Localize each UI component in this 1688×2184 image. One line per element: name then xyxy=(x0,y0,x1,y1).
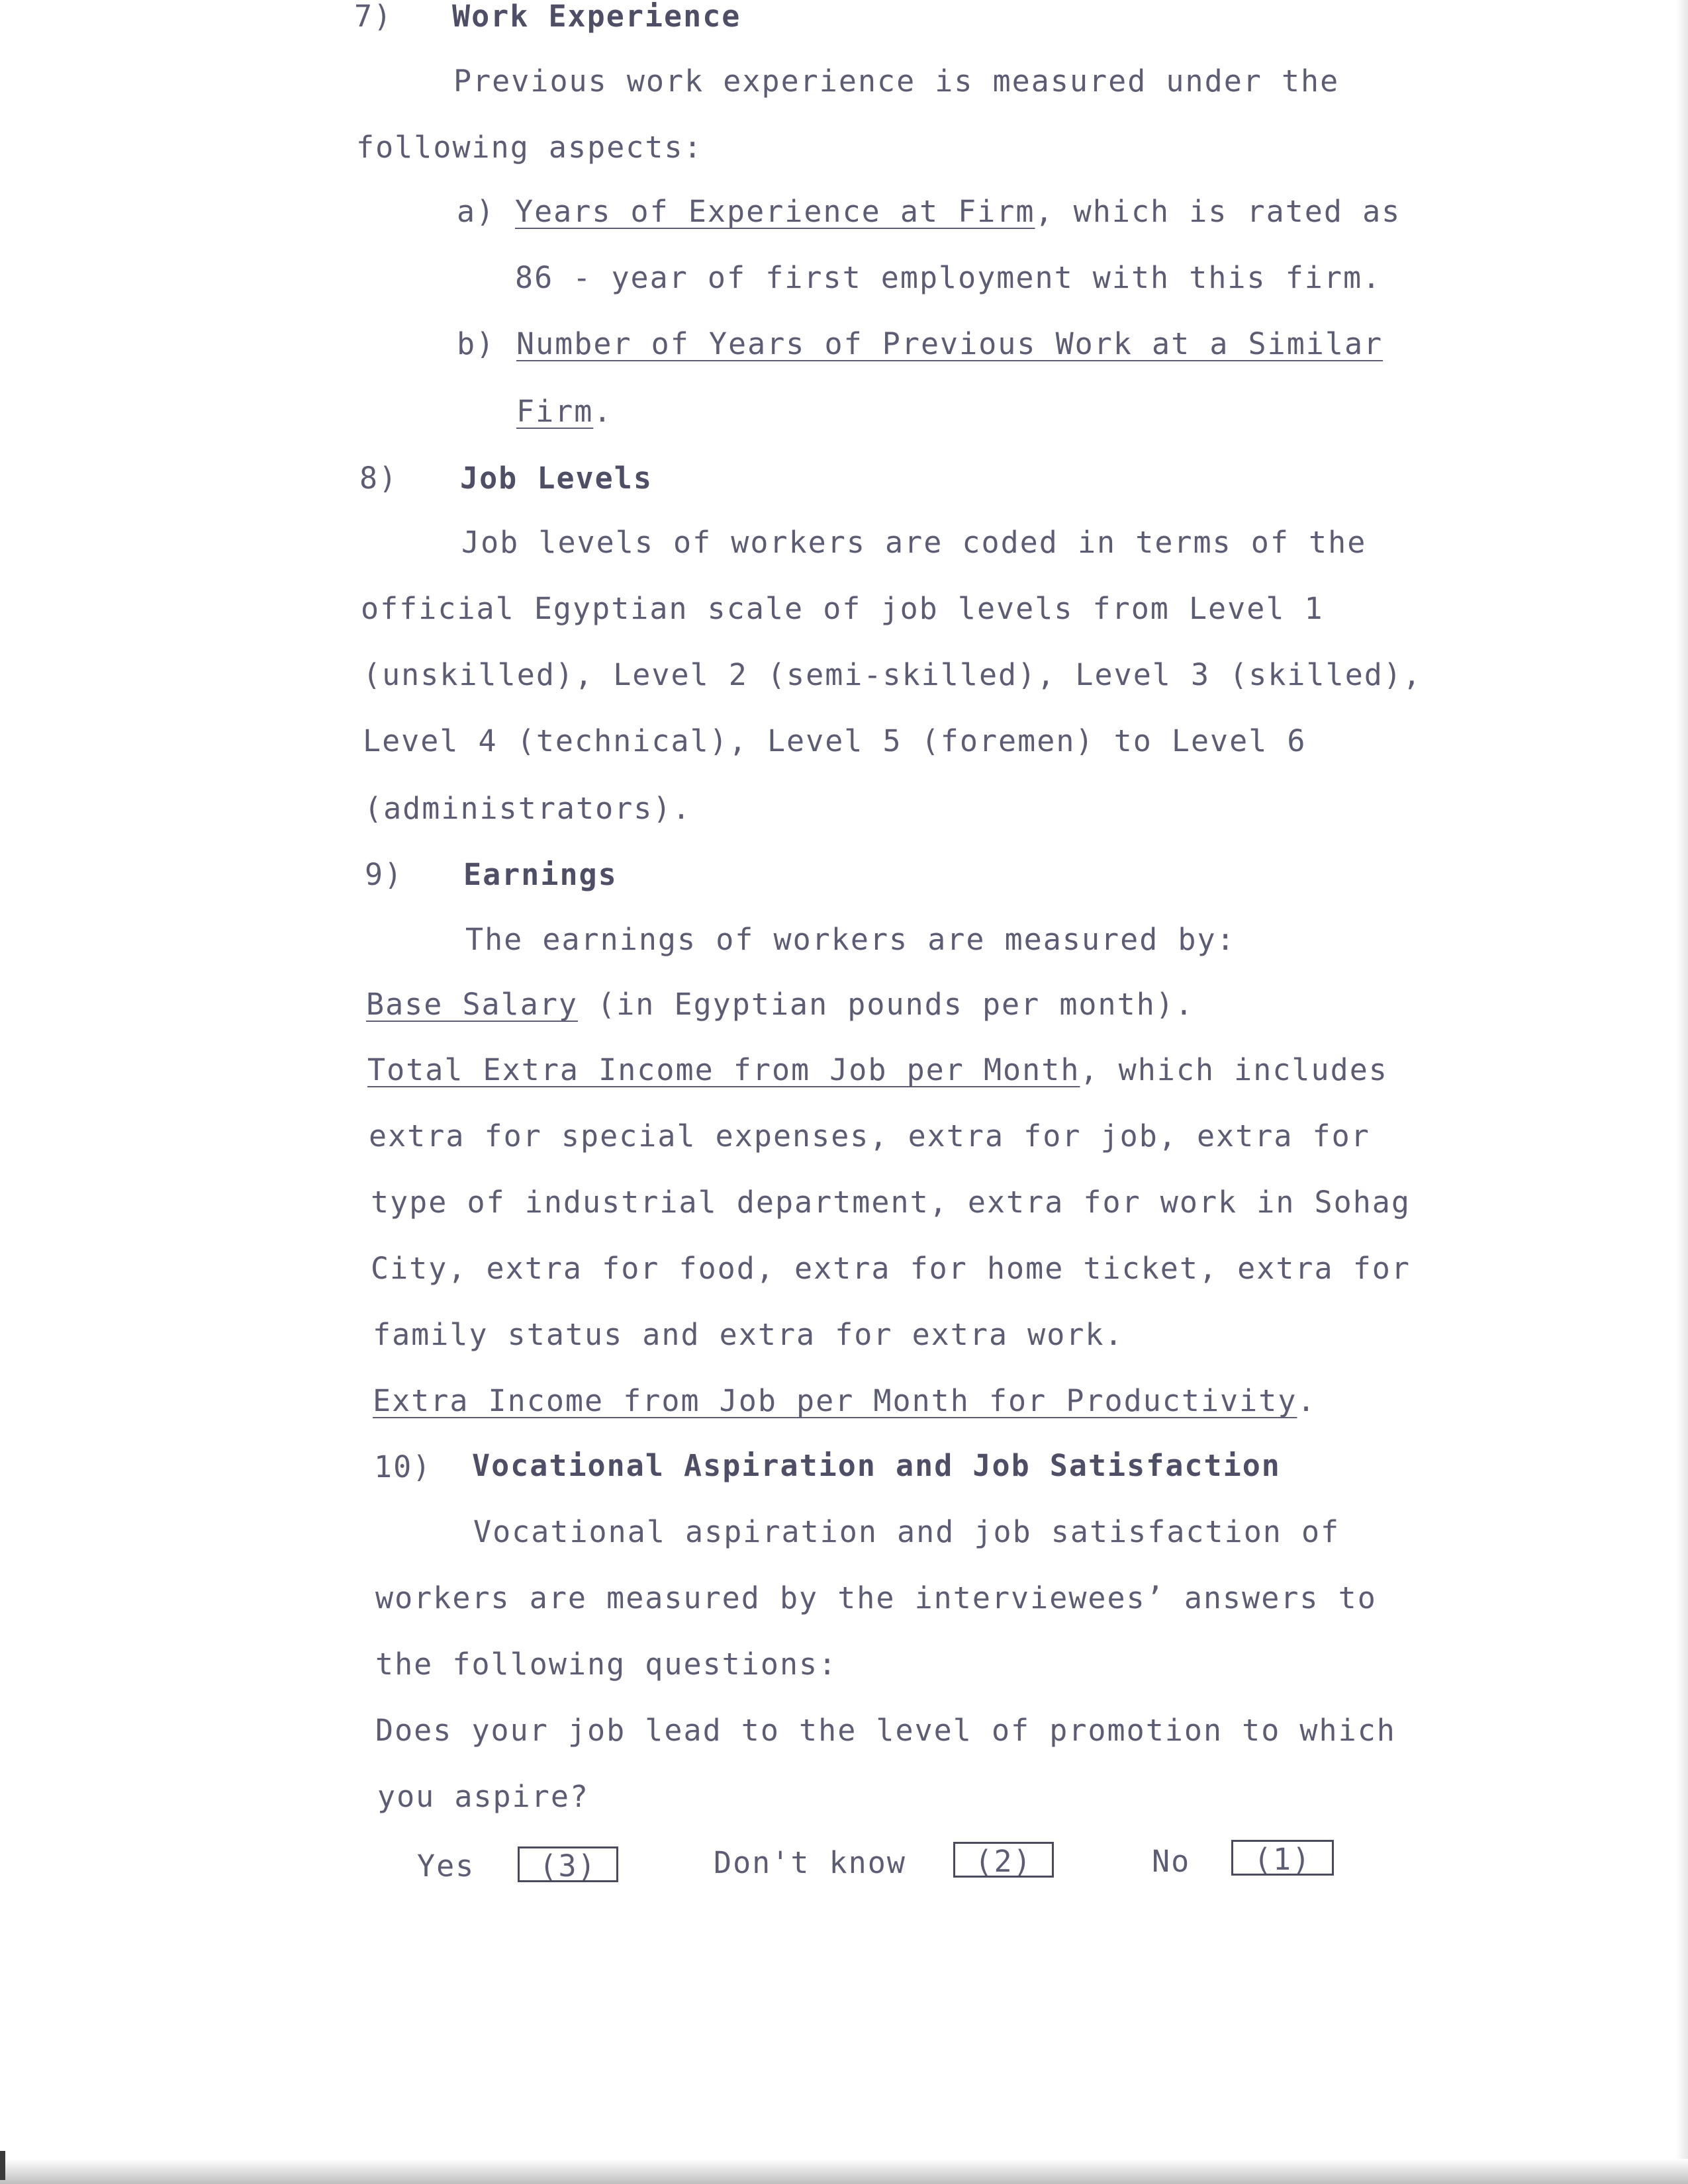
section-8-line-2: official Egyptian scale of job levels from Level 1 xyxy=(361,591,1324,626)
item-b-line-1: Number of Years of Previous Work at a Similar xyxy=(516,326,1383,361)
section-8-number: 8) xyxy=(359,461,399,496)
item-a-text xyxy=(515,192,1401,232)
section-9-heading: Earnings xyxy=(463,857,618,892)
item-a-line-2: 86 - year of first employment with this firm. xyxy=(515,260,1382,295)
scan-mark xyxy=(0,2151,5,2180)
productivity-underlined: Extra Income from Job per Month for Productivity xyxy=(373,1383,1297,1418)
answer-dont-know-code-box: (2) xyxy=(953,1842,1054,1878)
base-salary-underlined: Base Salary xyxy=(366,987,579,1022)
section-8-line-3: (unskilled), Level 2 (semi-skilled), Level 3 (skilled), xyxy=(363,657,1423,692)
section-10-line-1: Vocational aspiration and job satisfaction of xyxy=(473,1514,1340,1549)
section-7-heading: Work Experience xyxy=(452,0,741,34)
section-7-paragraph-line-2: following aspects: xyxy=(356,130,703,165)
total-extra-underlined: Total Extra Income from Job per Month xyxy=(367,1052,1080,1087)
answer-yes-label: Yes xyxy=(417,1848,475,1884)
section-9-line-4: extra for special expenses, extra for job, extra for xyxy=(369,1118,1370,1154)
section-9-line-7: family status and extra for extra work. xyxy=(373,1317,1124,1352)
item-b-label: b) xyxy=(457,326,496,361)
section-7-number: 7) xyxy=(354,0,393,34)
answer-yes-code-box: (3) xyxy=(518,1846,618,1882)
productivity-line xyxy=(373,1381,1317,1421)
item-a-underlined: Years of Experience at Firm xyxy=(515,194,1035,229)
item-a-label: a) xyxy=(457,194,496,229)
item-b-line-2 xyxy=(516,392,612,432)
section-9-line-5: type of industrial department, extra for work in Sohag xyxy=(371,1185,1411,1220)
question-line-1: Does your job lead to the level of promotion to which xyxy=(375,1713,1396,1748)
section-8-line-1: Job levels of workers are coded in terms of the xyxy=(461,525,1367,560)
section-10-line-3: the following questions: xyxy=(375,1647,838,1682)
base-salary-line xyxy=(366,985,1194,1024)
section-8-line-5: (administrators). xyxy=(364,791,692,826)
section-8-heading: Job Levels xyxy=(460,461,653,496)
section-9-number: 9) xyxy=(365,857,404,892)
question-line-2: you aspire? xyxy=(377,1779,590,1814)
answer-dont-know-label: Don't know xyxy=(714,1845,906,1880)
section-8-line-4: Level 4 (technical), Level 5 (foremen) to Level 6 xyxy=(363,723,1307,758)
section-10-heading: Vocational Aspiration and Job Satisfaction xyxy=(472,1448,1281,1483)
item-a-rest: , which is rated as xyxy=(1035,194,1401,229)
item-b-underlined: Firm xyxy=(516,394,594,429)
section-10-number: 10) xyxy=(374,1449,432,1484)
total-extra-rest: , which includes xyxy=(1080,1052,1388,1087)
productivity-rest: . xyxy=(1297,1383,1317,1418)
section-10-line-2: workers are measured by the interviewees’ answers to xyxy=(375,1580,1377,1615)
section-9-line-1: The earnings of workers are measured by: xyxy=(465,922,1236,957)
page-edge-bottom xyxy=(0,2159,1688,2184)
page-edge-right xyxy=(1676,0,1688,2184)
item-b-rest: . xyxy=(593,394,613,429)
answer-no-code-box: (1) xyxy=(1231,1840,1334,1876)
answer-no-label: No xyxy=(1152,1844,1191,1879)
section-9-line-6: City, extra for food, extra for home ticket, extra for xyxy=(371,1251,1411,1286)
total-extra-line xyxy=(367,1050,1388,1090)
section-7-paragraph-line-1: Previous work experience is measured under the xyxy=(453,64,1340,99)
base-salary-rest: (in Egyptian pounds per month). xyxy=(578,987,1194,1022)
